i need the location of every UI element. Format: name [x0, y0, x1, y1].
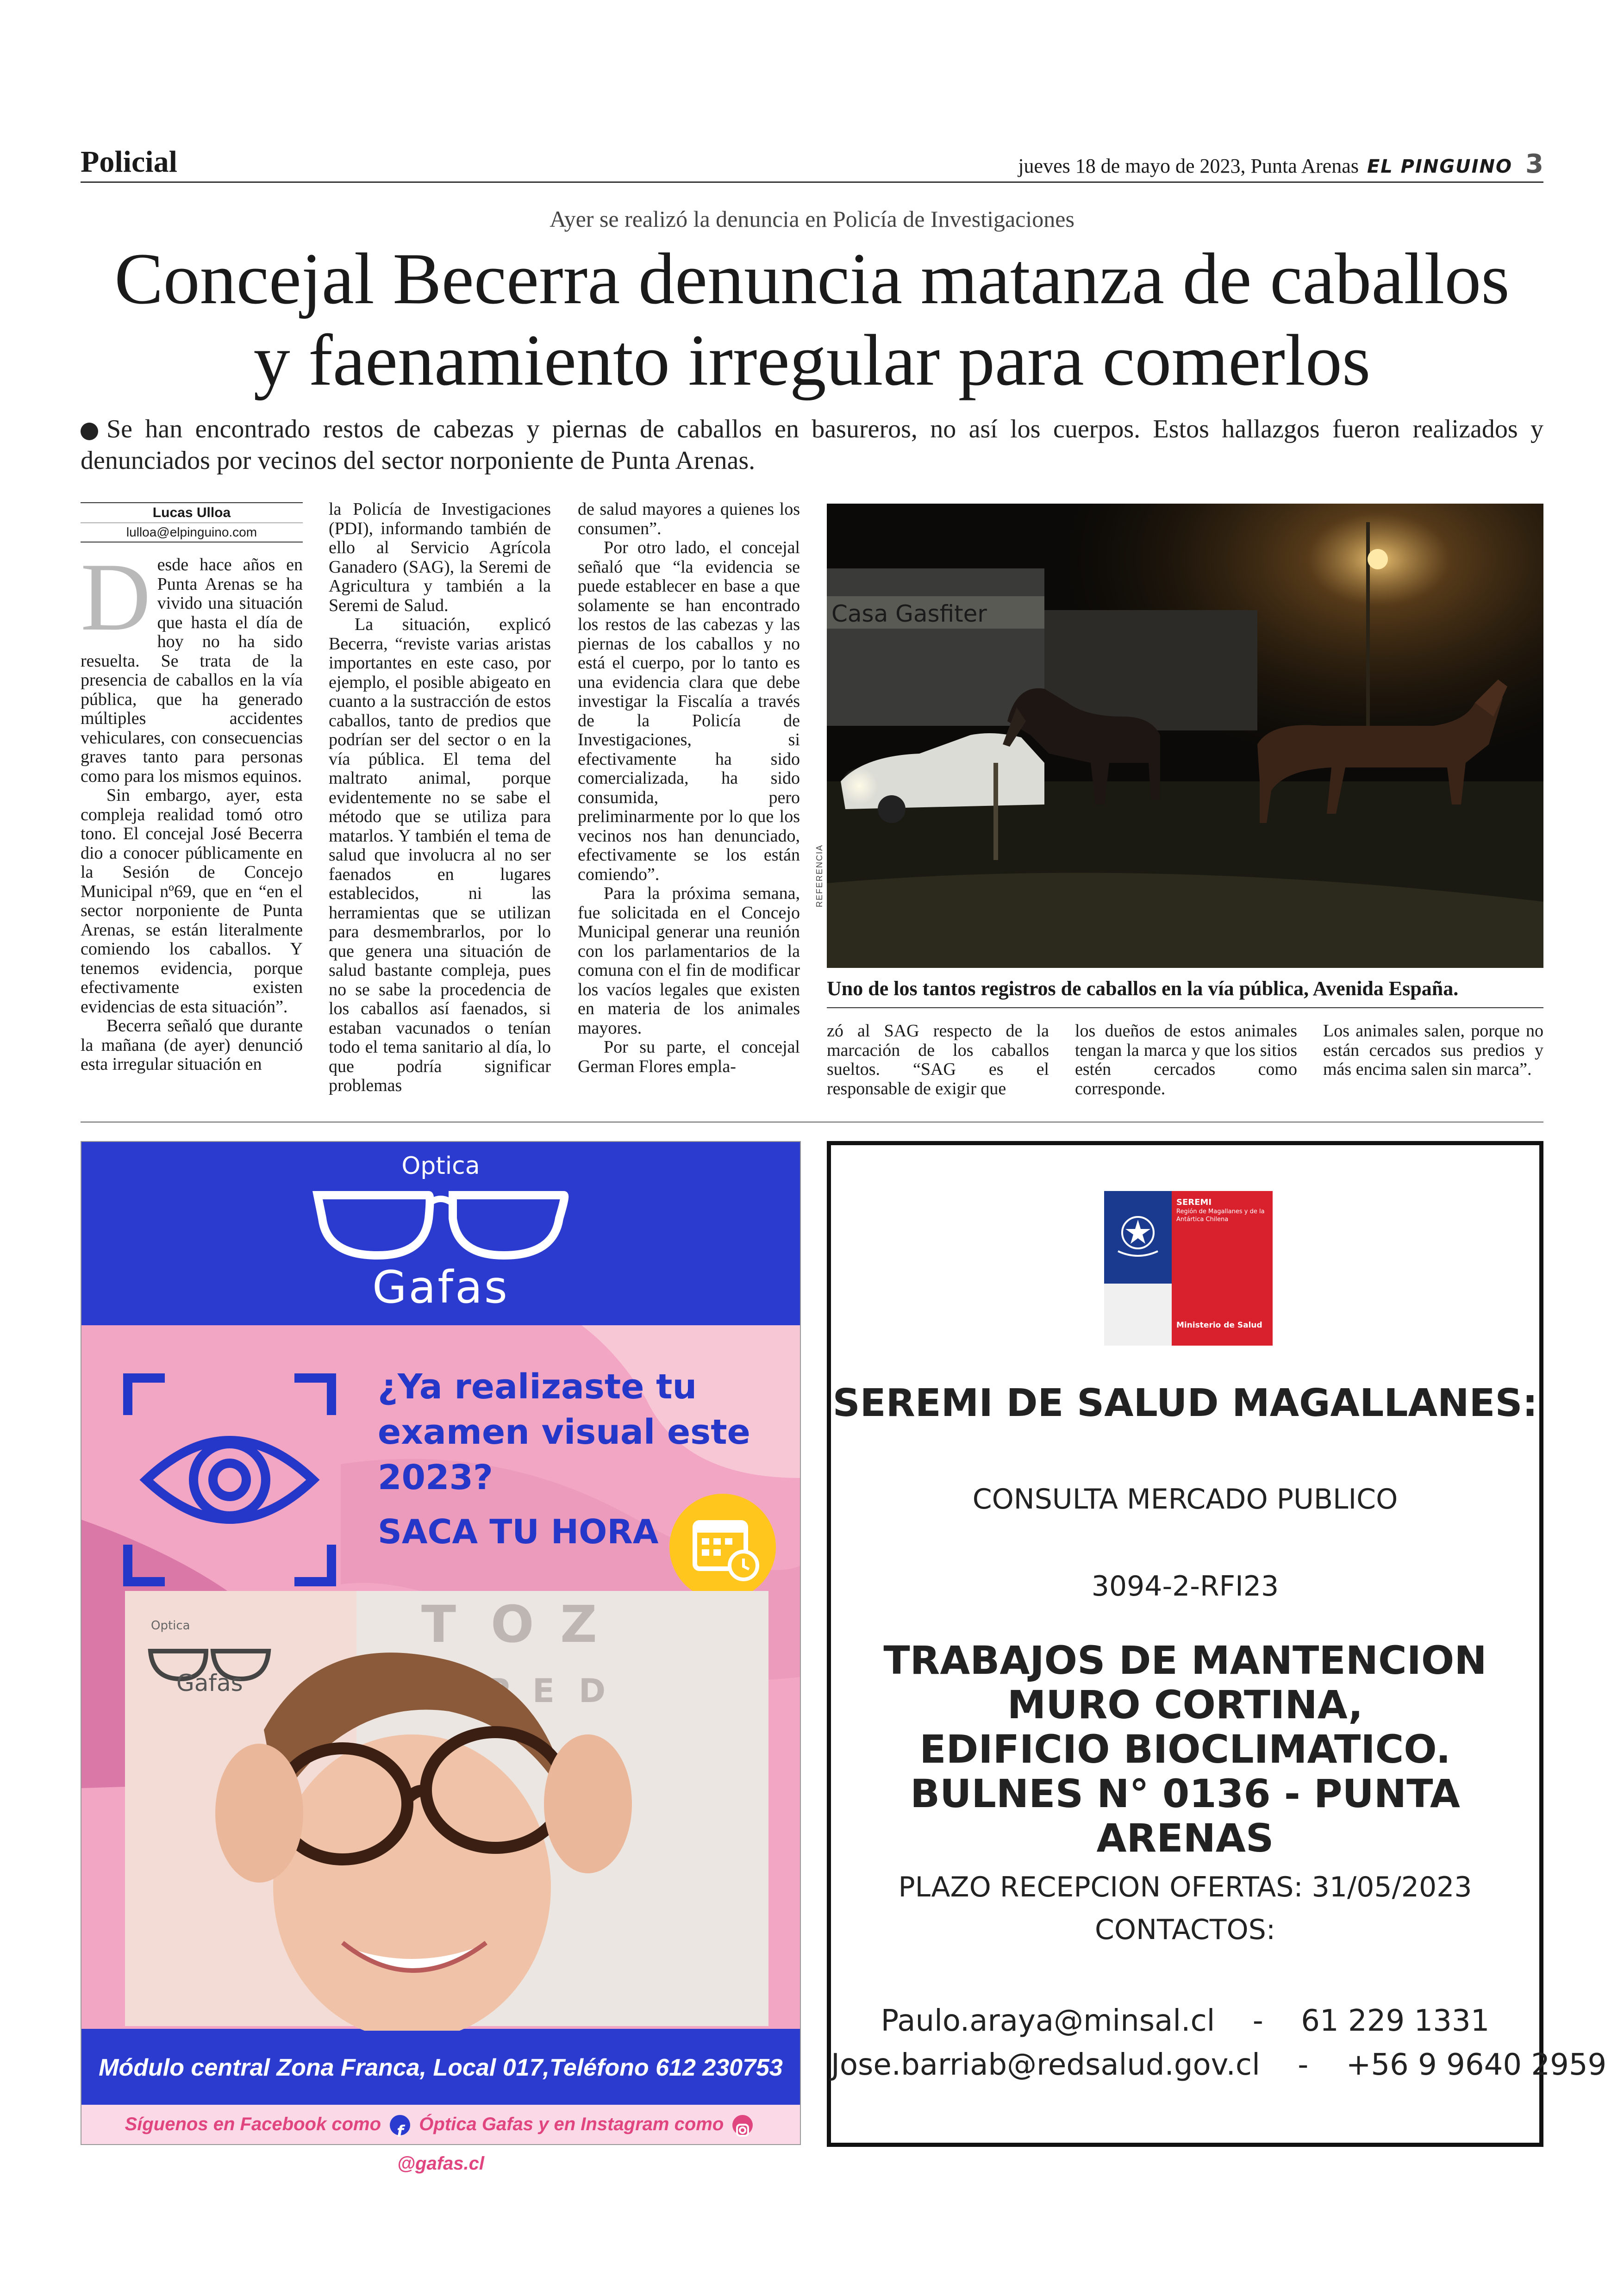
instagram-icon[interactable] [732, 2115, 753, 2135]
photo-caption: Uno de los tantos registros de caballos en la vía pública, Avenida España. [827, 977, 1459, 1000]
svg-text:f: f [397, 2122, 404, 2141]
paragraph-6: Para la próxima semana, fue solicitada en el Concejo Municipal generar una reunión con los parlamentarios de la comuna con el fin de modificar los vacíos legales que existen en materia de los animales mayores. [578, 884, 800, 1038]
paragraph-7-cont-b: los dueños de estos animales tengan la marca y que los sitios estén cercados como corresponde. [1075, 1021, 1297, 1098]
article-column-2 [329, 500, 551, 1096]
social-instagram-handle[interactable]: @gafas.cl [397, 2153, 484, 2174]
notice-consulta: CONSULTA MERCADO PUBLICO [972, 1483, 1398, 1515]
ad-social [81, 2105, 800, 2174]
paragraph-3-cont: la Policía de Investigaciones (PDI), informando también de ello al Servicio Agrícola Ganadero (SAG), la Seremi de Agricultura y también a la Seremi de Salud. [329, 499, 551, 615]
ad-mini-brand-optica: Optica [151, 1619, 190, 1633]
summary-text: Se han encontrado restos de cabezas y piernas de caballos en basureros, no así los cuerpos. Estos hallazgos fueron realizados y denunciados por vecinos del sector norponiente de Punta Arenas. [81, 415, 1543, 475]
section-name: Policial [81, 145, 177, 179]
headline-line-2: y faenamiento irregular para comerlos [253, 320, 1371, 401]
paragraph-4-cont: de salud mayores a quienes los consumen”. [578, 499, 800, 538]
logo-seremi-label: SEREMI [1176, 1197, 1212, 1207]
ad-mini-brand-gafas: Gafas [176, 1670, 243, 1696]
shop-sign: Casa Gasfiter [831, 600, 987, 627]
dropcap: D [81, 543, 151, 651]
article-column-1 [81, 543, 303, 1074]
paragraph-4-start: La situación, explicó Becerra, “reviste varias aristas importantes en este caso, por ejemplo, el posible abigeato en cuanto a la sustracción de estos caballos, tanto de predios que podrían ser del sector o en la vía pública. El tema del maltrato animal, porque evidentemente no se sabe el método que se utiliza para matarlos. Y también el tema de salud que involucra al no ser faenados en lugares establecidos, ni las herramientas que se utilizan para desmembrarlos, por lo que genera una situación de salud bastante compleja, pues no se sabe la procedencia de los caballos así faenados, si estaban vacunados o tenían todo el tema sanitario al día, lo que podría significar problemas [329, 615, 551, 1095]
logo-ministry-label: Ministerio de Salud [1176, 1321, 1262, 1330]
article-summary [81, 413, 1543, 476]
svg-text:O: O [491, 1595, 534, 1654]
article-column-6 [1323, 1022, 1543, 1079]
eye-scan-icon [123, 1373, 336, 1586]
svg-text:E: E [532, 1672, 555, 1710]
logo-region-label: Región de Magallanes y de la Antártica Chilena [1176, 1208, 1265, 1223]
photo-credit: REFERENCIA [815, 844, 824, 907]
paragraph-3-start: Becerra señaló que durante la mañana (de ayer) denunció esta irregular situación en [81, 1016, 303, 1074]
ad-cta-saca-tu-hora[interactable]: SACA TU HORA [378, 1512, 659, 1551]
social-facebook-handle[interactable]: Óptica Gafas [419, 2114, 534, 2134]
logo-blue-block [1104, 1191, 1172, 1284]
logo-white-block [1104, 1284, 1172, 1346]
ad-address: Módulo central Zona Franca, Local 017,Teléfono 612 230753 [81, 2031, 800, 2105]
social-mid: y en Instagram como [538, 2114, 724, 2134]
dateline [1018, 149, 1543, 179]
seremi-notice [827, 1141, 1607, 2147]
author-name: Lucas Ulloa [81, 505, 303, 523]
ad-brand-gafas: Gafas [372, 1261, 509, 1313]
work-line-2: MURO CORTINA, [1007, 1682, 1363, 1727]
issue-date: jueves 18 de mayo de 2023, Punta Arenas [1018, 155, 1359, 177]
article-column-3 [578, 500, 800, 1076]
notice-code: 3094-2-RFI23 [1091, 1570, 1279, 1603]
social-prefix: Síguenos en Facebook como [125, 2114, 381, 2134]
svg-text:Z: Z [560, 1595, 597, 1654]
bullet-icon [81, 423, 98, 440]
paragraph-2: Sin embargo, ayer, esta compleja realidad tomó otro tono. El concejal José Becerra dio a conocer públicamente en la Sesión de Concejo Municipal nº69, que en “en el sector norponiente de Punta Arenas, se están literalmente comiendo los caballos. Y tenemos evidencia, porque efectivamente existen evidencias de esta situación”. [81, 786, 303, 1017]
glasses-logo-icon [313, 1186, 568, 1265]
byline [81, 502, 303, 543]
optica-gafas-ad[interactable] [81, 1141, 801, 2174]
notice-contact-2[interactable]: Jose.barriab@redsalud.gov.cl - +56 9 9640 2959 [831, 2048, 1607, 2082]
article-photo [827, 504, 1543, 968]
notice-title: SEREMI DE SALUD MAGALLANES: [832, 1381, 1538, 1425]
facebook-icon[interactable] [390, 2115, 410, 2141]
section-divider [81, 1122, 1543, 1123]
notice-work-description [831, 1638, 1539, 1860]
article-column-5 [1075, 1022, 1297, 1098]
ad-question: ¿Ya realizaste tu examen visual este 2023? [378, 1367, 750, 1497]
article-kicker: Ayer se realizó la denuncia en Policía de Investigaciones [550, 206, 1074, 232]
article-column-4 [827, 1022, 1049, 1098]
ad-woman-glasses-photo [125, 1591, 768, 2026]
chile-coat-of-arms-icon [1104, 1191, 1172, 1284]
page-number: 3 [1525, 149, 1543, 179]
work-line-1: TRABAJOS DE MANTENCION [883, 1638, 1487, 1683]
paragraph-7-cont-c: Los animales salen, porque no están cercados sus predios y más encima salen sin marca”. [1323, 1021, 1543, 1079]
paragraph-7-cont-a: zó al SAG respecto de la marcación de los caballos sueltos. “SAG es el responsable de exigir que [827, 1021, 1049, 1098]
notice-deadline: PLAZO RECEPCION OFERTAS: 31/05/2023 [898, 1871, 1472, 1903]
paragraph-1: esde hace años en Punta Arenas se ha vivido una situación que hasta el día de hoy no ha sido resuelta. Se trata de la presencia de caballos en la vía pública, que ha generado múltiples accidentes vehiculares, con consecuencias graves tanto para personas como para los mismos equinos. [81, 555, 303, 786]
seremi-logo [1104, 1191, 1273, 1346]
header-rule [81, 181, 1543, 183]
article-headline [81, 238, 1543, 401]
ad-brand-optica: Optica [401, 1152, 480, 1180]
masthead-logo: EL PINGUINO [1367, 156, 1513, 177]
paragraph-5: Por otro lado, el concejal señaló que “la evidencia se puede establecer en base a que solamente se han encontrado los restos de las cabezas y las piernas de los caballos y no está el cuerpo, por lo tanto es una evidencia clara que debe investigar la Fiscalía a través de la Policía de Investigaciones, si efectivamente ha sido comercializada, ha sido consumida, pero preliminarmente por lo que los vecinos nos han denunciado, efectivamente se los están comiendo”. [578, 538, 800, 884]
notice-contacts-label: CONTACTOS: [1094, 1914, 1276, 1946]
night-street-horses-image [827, 504, 1543, 968]
svg-text:T: T [421, 1595, 456, 1654]
paragraph-7-start: Por su parte, el concejal German Flores empla- [578, 1037, 800, 1076]
author-email[interactable]: lulloa@elpinguino.com [126, 525, 257, 539]
svg-text:D: D [579, 1672, 606, 1710]
notice-contact-1[interactable]: Paulo.araya@minsal.cl - 61 229 1331 [881, 2004, 1490, 2038]
work-line-4: BULNES N° 0136 - PUNTA ARENAS [910, 1771, 1460, 1861]
caption-rule [827, 1007, 1543, 1008]
headline-line-1: Concejal Becerra denuncia matanza de caballos [114, 238, 1510, 319]
calendar-icon [669, 1494, 776, 1600]
work-line-3: EDIFICIO BIOCLIMATICO. [919, 1727, 1451, 1772]
